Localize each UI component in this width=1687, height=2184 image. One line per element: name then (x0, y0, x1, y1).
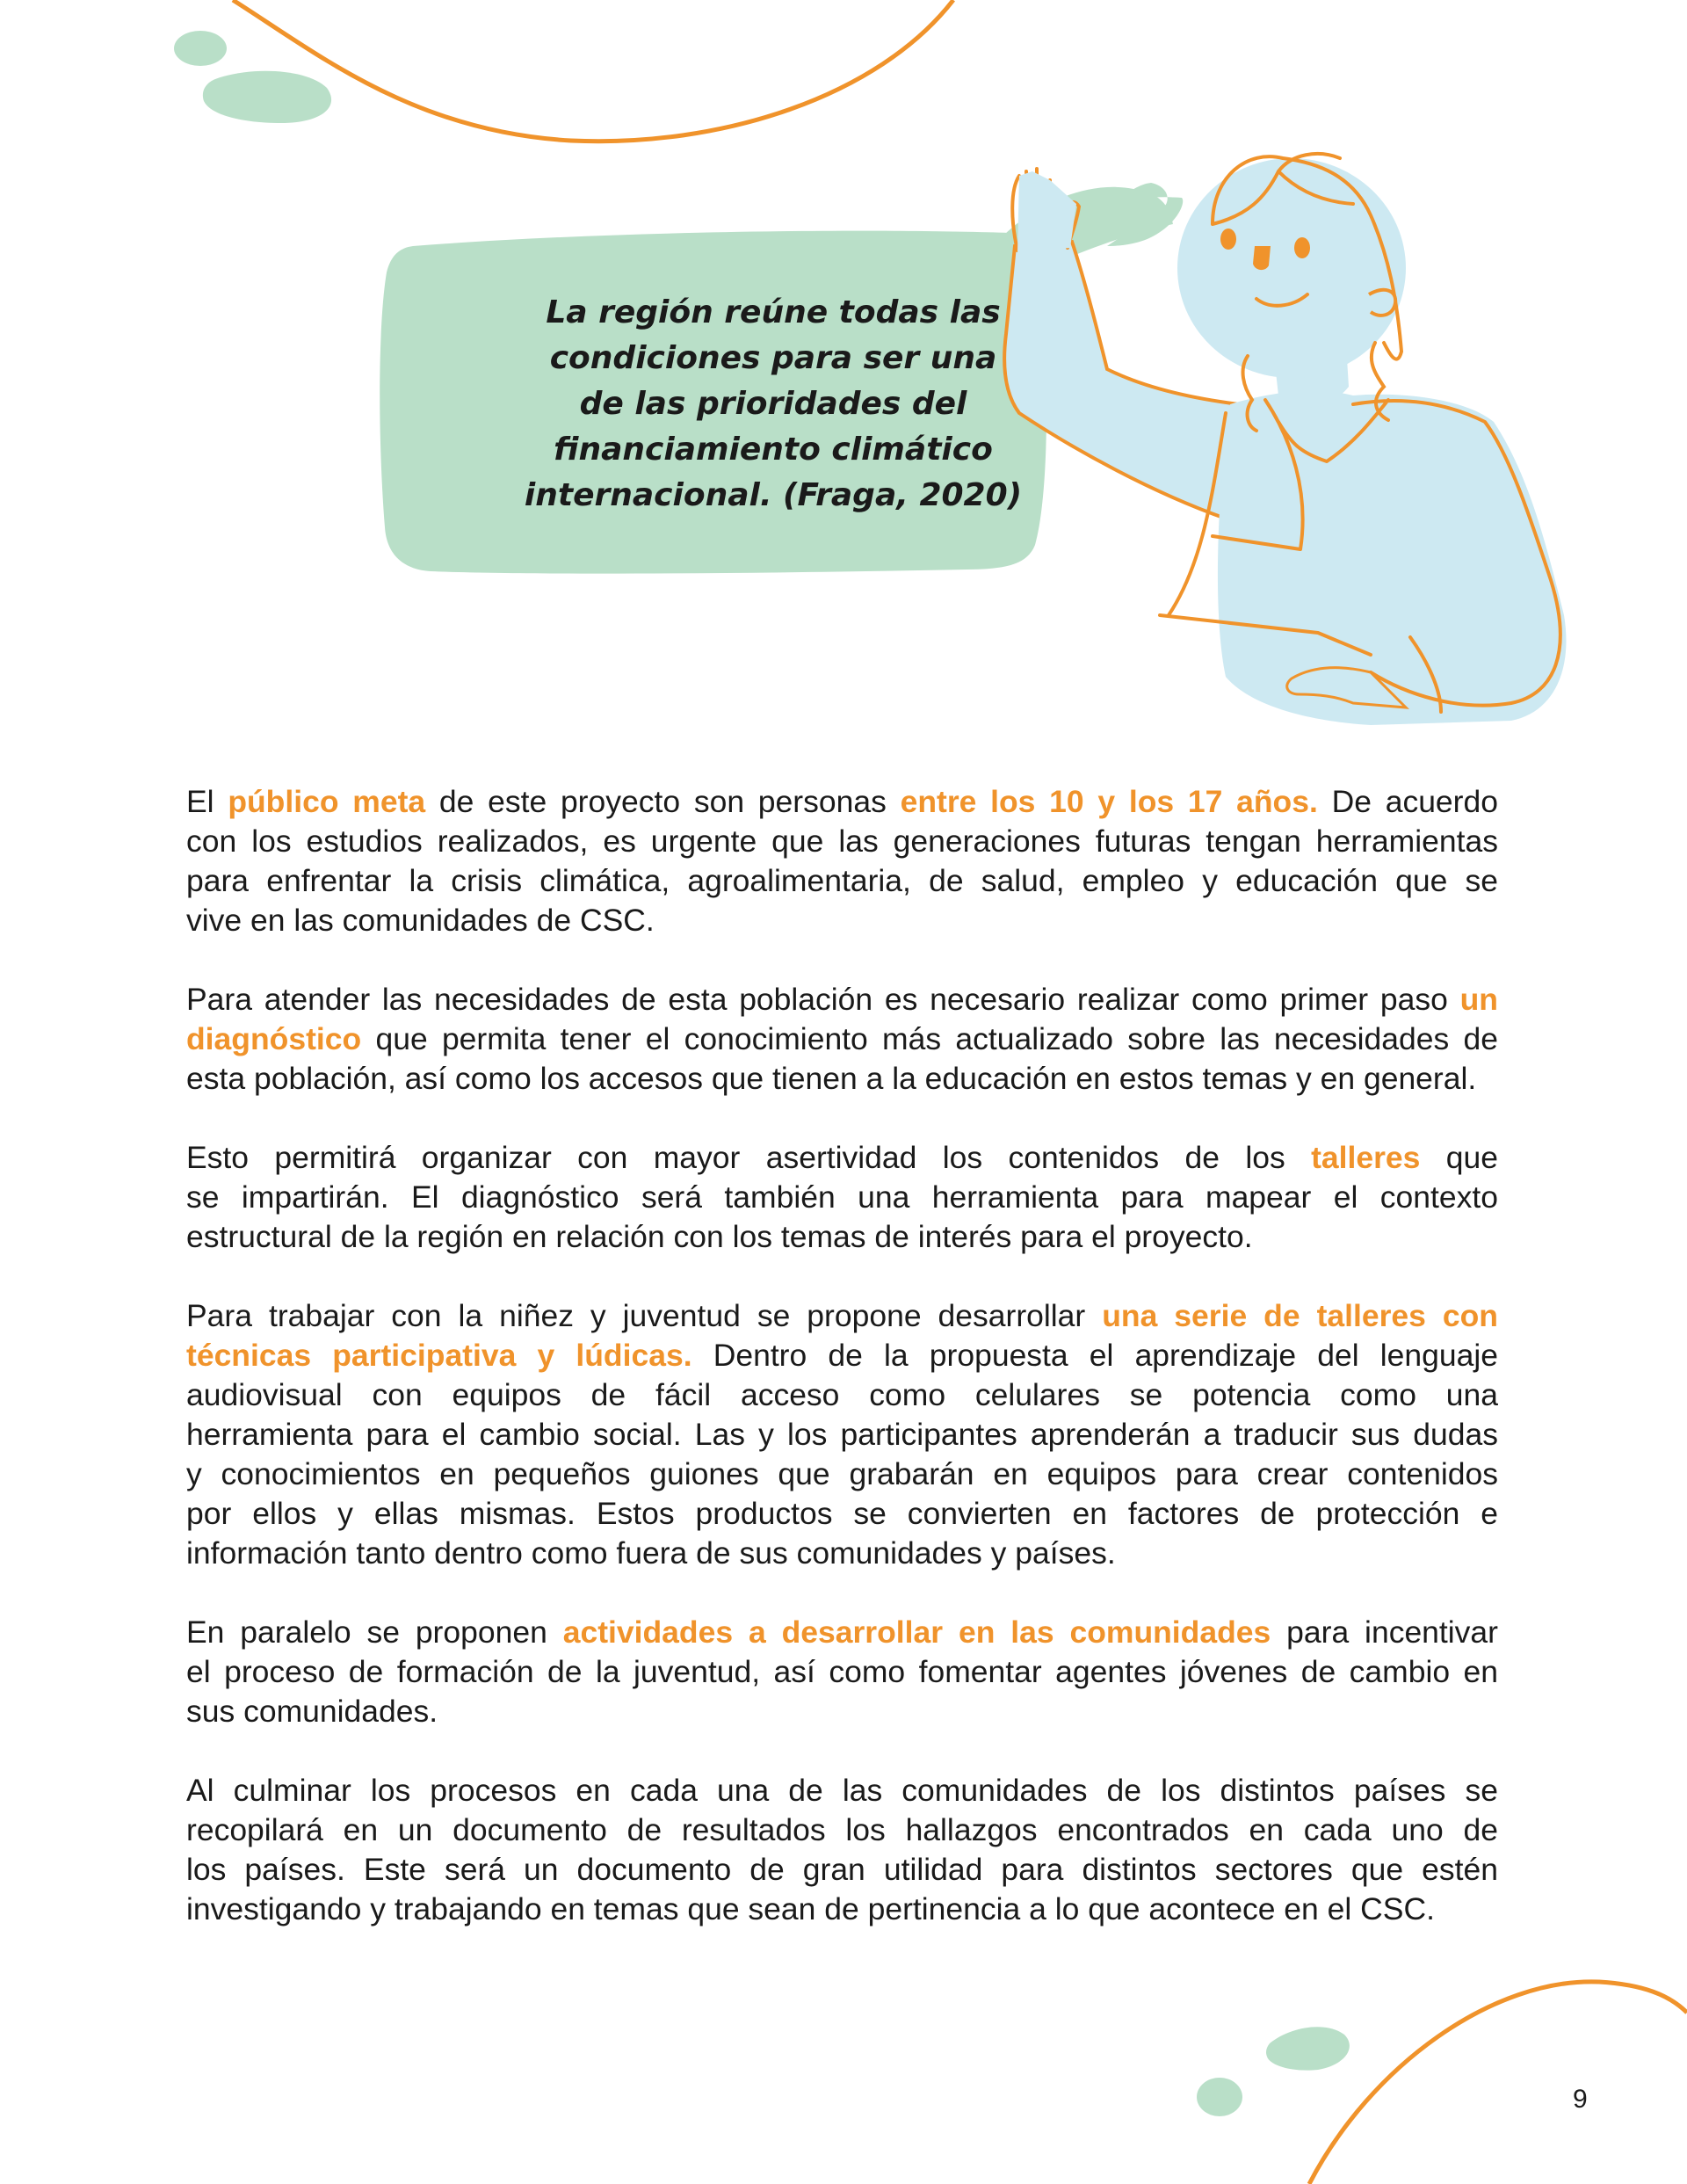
text-run: para incentivar (1271, 1614, 1498, 1650)
text-line (186, 1534, 1498, 1573)
quote-line: La región reúne todas las (546, 294, 1001, 330)
figure-eye-right (1294, 237, 1310, 258)
text-run: investigando y trabajando en temas que sean de pertinencia a lo que acontece en el CSC. (186, 1891, 1435, 1926)
highlighted-phrase: actividades a desarrollar en las comunidades (562, 1614, 1271, 1650)
paragraph (186, 1613, 1498, 1731)
text-line (186, 1138, 1498, 1178)
text-run: por ellos y ellas mismas. Estos productos se convierten en factores de protección e (186, 1496, 1498, 1531)
green-blob-bottom-small (1197, 2078, 1242, 2116)
paragraph (186, 1138, 1498, 1257)
orange-curve-top (233, 0, 953, 141)
text-run: que (1420, 1140, 1498, 1175)
figure-raised-hand-fill (1017, 171, 1076, 252)
text-run: de este proyecto son personas (425, 784, 901, 819)
highlighted-phrase: diagnóstico (186, 1021, 362, 1056)
text-run: el proceso de formación de la juventud, así como fomentar agentes jóvenes de cambio en (186, 1654, 1498, 1689)
text-run: En paralelo se proponen (186, 1614, 563, 1650)
text-run: estructural de la región en relación con los temas de interés para el proyecto. (186, 1219, 1253, 1254)
quote-line: internacional. (Fraga, 2020) (524, 477, 1023, 513)
quote-line: condiciones para ser una (549, 340, 997, 376)
page-number: 9 (1573, 2085, 1588, 2114)
figure-nose (1253, 246, 1271, 270)
quote-line: financiamiento climático (554, 432, 993, 468)
text-run: y conocimientos en pequeños guiones que grabarán en equipos para crear contenidos (186, 1456, 1498, 1491)
text-line (186, 1019, 1498, 1059)
text-line (186, 1455, 1498, 1494)
text-line (186, 1296, 1498, 1336)
highlighted-phrase: entre los 10 y los 17 años. (900, 784, 1318, 819)
text-run: Para trabajar con la niñez y juventud se propone desarrollar (186, 1298, 1103, 1333)
text-line (186, 1415, 1498, 1455)
text-run: Esto permitirá organizar con mayor asertividad los contenidos de los (186, 1140, 1312, 1175)
quote-line: de las prioridades del (579, 386, 967, 422)
figure-eye-left (1220, 229, 1236, 250)
figure-ear (1369, 290, 1395, 316)
text-line (186, 1217, 1498, 1257)
text-line (186, 1494, 1498, 1534)
highlighted-phrase: una serie de talleres con (1102, 1298, 1498, 1333)
text-line (186, 782, 1498, 822)
paragraph (186, 782, 1498, 940)
text-run: Dentro de la propuesta el aprendizaje del lenguaje (691, 1338, 1498, 1373)
text-line (186, 861, 1498, 901)
text-line (186, 901, 1498, 940)
text-run: para enfrentar la crisis climática, agroalimentaria, de salud, empleo y educación que se (186, 863, 1498, 898)
green-blob-small (174, 31, 227, 66)
text-line (186, 1059, 1498, 1099)
paragraph (186, 1296, 1498, 1573)
text-run: Al culminar los procesos en cada una de las comunidades de los distintos países se (186, 1773, 1498, 1808)
figure-face (1177, 158, 1406, 378)
orange-curve-bottom (1309, 1982, 1687, 2184)
text-line (186, 1613, 1498, 1652)
text-line (186, 822, 1498, 861)
highlighted-phrase: un (1459, 982, 1498, 1017)
text-run: sus comunidades. (186, 1694, 438, 1729)
green-blob-large (203, 71, 331, 123)
text-run: recopilará en un documento de resultados los hallazgos encontrados en cada uno de (186, 1812, 1498, 1847)
text-run: De acuerdo (1317, 784, 1498, 819)
text-line (186, 1810, 1498, 1850)
body-text (186, 782, 1498, 1969)
figure-torso (1218, 391, 1567, 725)
quote-text (413, 290, 1133, 519)
text-line (186, 1850, 1498, 1890)
highlighted-phrase: público meta (228, 784, 426, 819)
text-run: herramienta para el cambio social. Las y los participantes aprenderán a traducir sus dudas (186, 1417, 1498, 1452)
text-run: esta población, así como los accesos que tienen a la educación en estos temas y en general. (186, 1061, 1477, 1096)
text-line (186, 1771, 1498, 1810)
text-line (186, 1375, 1498, 1415)
text-run: audiovisual con equipos de fácil acceso como celulares se potencia como una (186, 1377, 1498, 1412)
text-run: Para atender las necesidades de esta población es necesario realizar como primer paso (186, 982, 1460, 1017)
text-run: que permita tener el conocimiento más actualizado sobre las necesidades de (361, 1021, 1498, 1056)
text-run: vive en las comunidades de CSC. (186, 903, 655, 938)
text-line (186, 1178, 1498, 1217)
green-blob-bottom-large (1266, 2027, 1350, 2070)
text-line (186, 1890, 1498, 1929)
text-run: los países. Este será un documento de gran utilidad para distintos sectores que estén (186, 1852, 1498, 1887)
text-line (186, 1336, 1498, 1375)
paragraph (186, 1771, 1498, 1929)
text-run: se impartirán. El diagnóstico será también una herramienta para mapear el contexto (186, 1179, 1498, 1215)
text-run: El (186, 784, 228, 819)
text-line (186, 1652, 1498, 1692)
highlighted-phrase: talleres (1311, 1140, 1421, 1175)
text-line (186, 980, 1498, 1019)
paragraph (186, 980, 1498, 1099)
highlighted-phrase: técnicas participativa y lúdicas. (186, 1338, 692, 1373)
text-line (186, 1692, 1498, 1731)
text-run: información tanto dentro como fuera de sus comunidades y países. (186, 1535, 1116, 1571)
text-run: con los estudios realizados, es urgente que las generaciones futuras tengan herramientas (186, 824, 1498, 859)
